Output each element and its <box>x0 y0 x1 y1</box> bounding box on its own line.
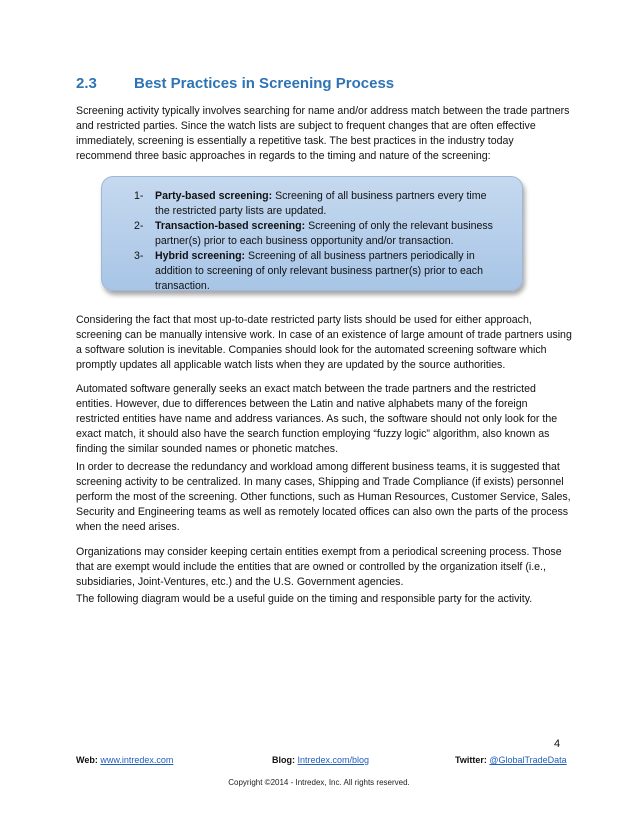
approaches-list <box>134 189 504 294</box>
approaches-callout-box <box>101 176 523 291</box>
footer-web-label: Web: <box>76 755 101 765</box>
footer-blog <box>272 755 369 765</box>
footer-twitter <box>455 755 567 765</box>
section-heading <box>76 75 576 92</box>
approach-text: Screening of only the relevant business partner(s) prior to each business opportunity and/or transaction. <box>155 220 493 247</box>
paragraph-fuzzy-logic: Automated software generally seeks an exact match between the trade partners and the restricted entities. However, due to differences between the Latin and native alphabets many of the foreign restricted entities have name and address variances. As such, the software should not only look for the exact match, it should also have the search function employing “fuzzy logic” algorithm, also known as finding the similar sounded names or phonetic matches. <box>76 383 558 455</box>
page-number: 4 <box>554 738 561 750</box>
approach-text: Screening of all business partners periodically in addition to screening of only relevant business partner(s) prior to each transaction. <box>155 250 483 292</box>
section-title: Best Practices in Screening Process <box>134 75 395 92</box>
approach-index: 1- <box>134 190 144 202</box>
paragraph-centralization: In order to decrease the redundancy and workload among different business teams, it is suggested that screening activity to be centralized. In many cases, Shipping and Trade Compliance (if exists) personnel perform the most of the screening. Other functions, such as Human Resources, Customer Service, Sales, Security and Engineering teams as well as remotely located offices can also own the parts of the process when the need arises. <box>76 461 571 533</box>
approach-item <box>134 189 504 219</box>
paragraph-diagram-intro: The following diagram would be a useful guide on the timing and responsible party for the activity. <box>76 593 533 605</box>
approach-text: Screening of all business partners every time the restricted party lists are updated. <box>155 190 487 217</box>
approach-term: Party-based screening: <box>155 190 273 202</box>
approach-index: 3- <box>134 250 144 262</box>
approach-term: Transaction-based screening: <box>155 220 306 232</box>
footer-twitter-label: Twitter: <box>455 755 490 765</box>
section-number: 2.3 <box>76 75 97 92</box>
paragraph-intro: Screening activity typically involves searching for name and/or address match between the trade partners and restricted parties. Since the watch lists are subject to frequent changes that are often effective immediately, screening is essentially a repetitive task. The best practices in the industry today recommend three basic approaches in regards to the timing and nature of the screening: <box>76 105 570 162</box>
approach-index: 2- <box>134 220 144 232</box>
approach-term: Hybrid screening: <box>155 250 246 262</box>
approach-item <box>134 249 504 294</box>
paragraph-software: Considering the fact that most up-to-date restricted party lists should be used for either approach, screening can be manually intensive work. In case of an existence of large amount of trade partners using a software solution is inevitable. Companies should look for the automated screening software which promptly updates all applicable watch lists when they are updated by the source authorities. <box>76 314 572 371</box>
footer-blog-label: Blog: <box>272 755 298 765</box>
footer-blog-link[interactable]: Intredex.com/blog <box>297 755 370 765</box>
paragraph-exemptions: Organizations may consider keeping certain entities exempt from a periodical screening process. Those that are exempt would include the entities that are owned or controlled by the organization itself (i.e., subsidiaries, Joint-Ventures, etc.) and the U.S. Government agencies. <box>76 546 562 588</box>
footer-web-link[interactable]: www.intredex.com <box>100 755 174 765</box>
footer-twitter-link[interactable]: @GlobalTradeData <box>489 755 567 765</box>
footer-web <box>76 755 173 765</box>
footer-copyright: Copyright ©2014 - Intredex, Inc. All rights reserved. <box>228 778 410 787</box>
approach-item <box>134 219 504 249</box>
